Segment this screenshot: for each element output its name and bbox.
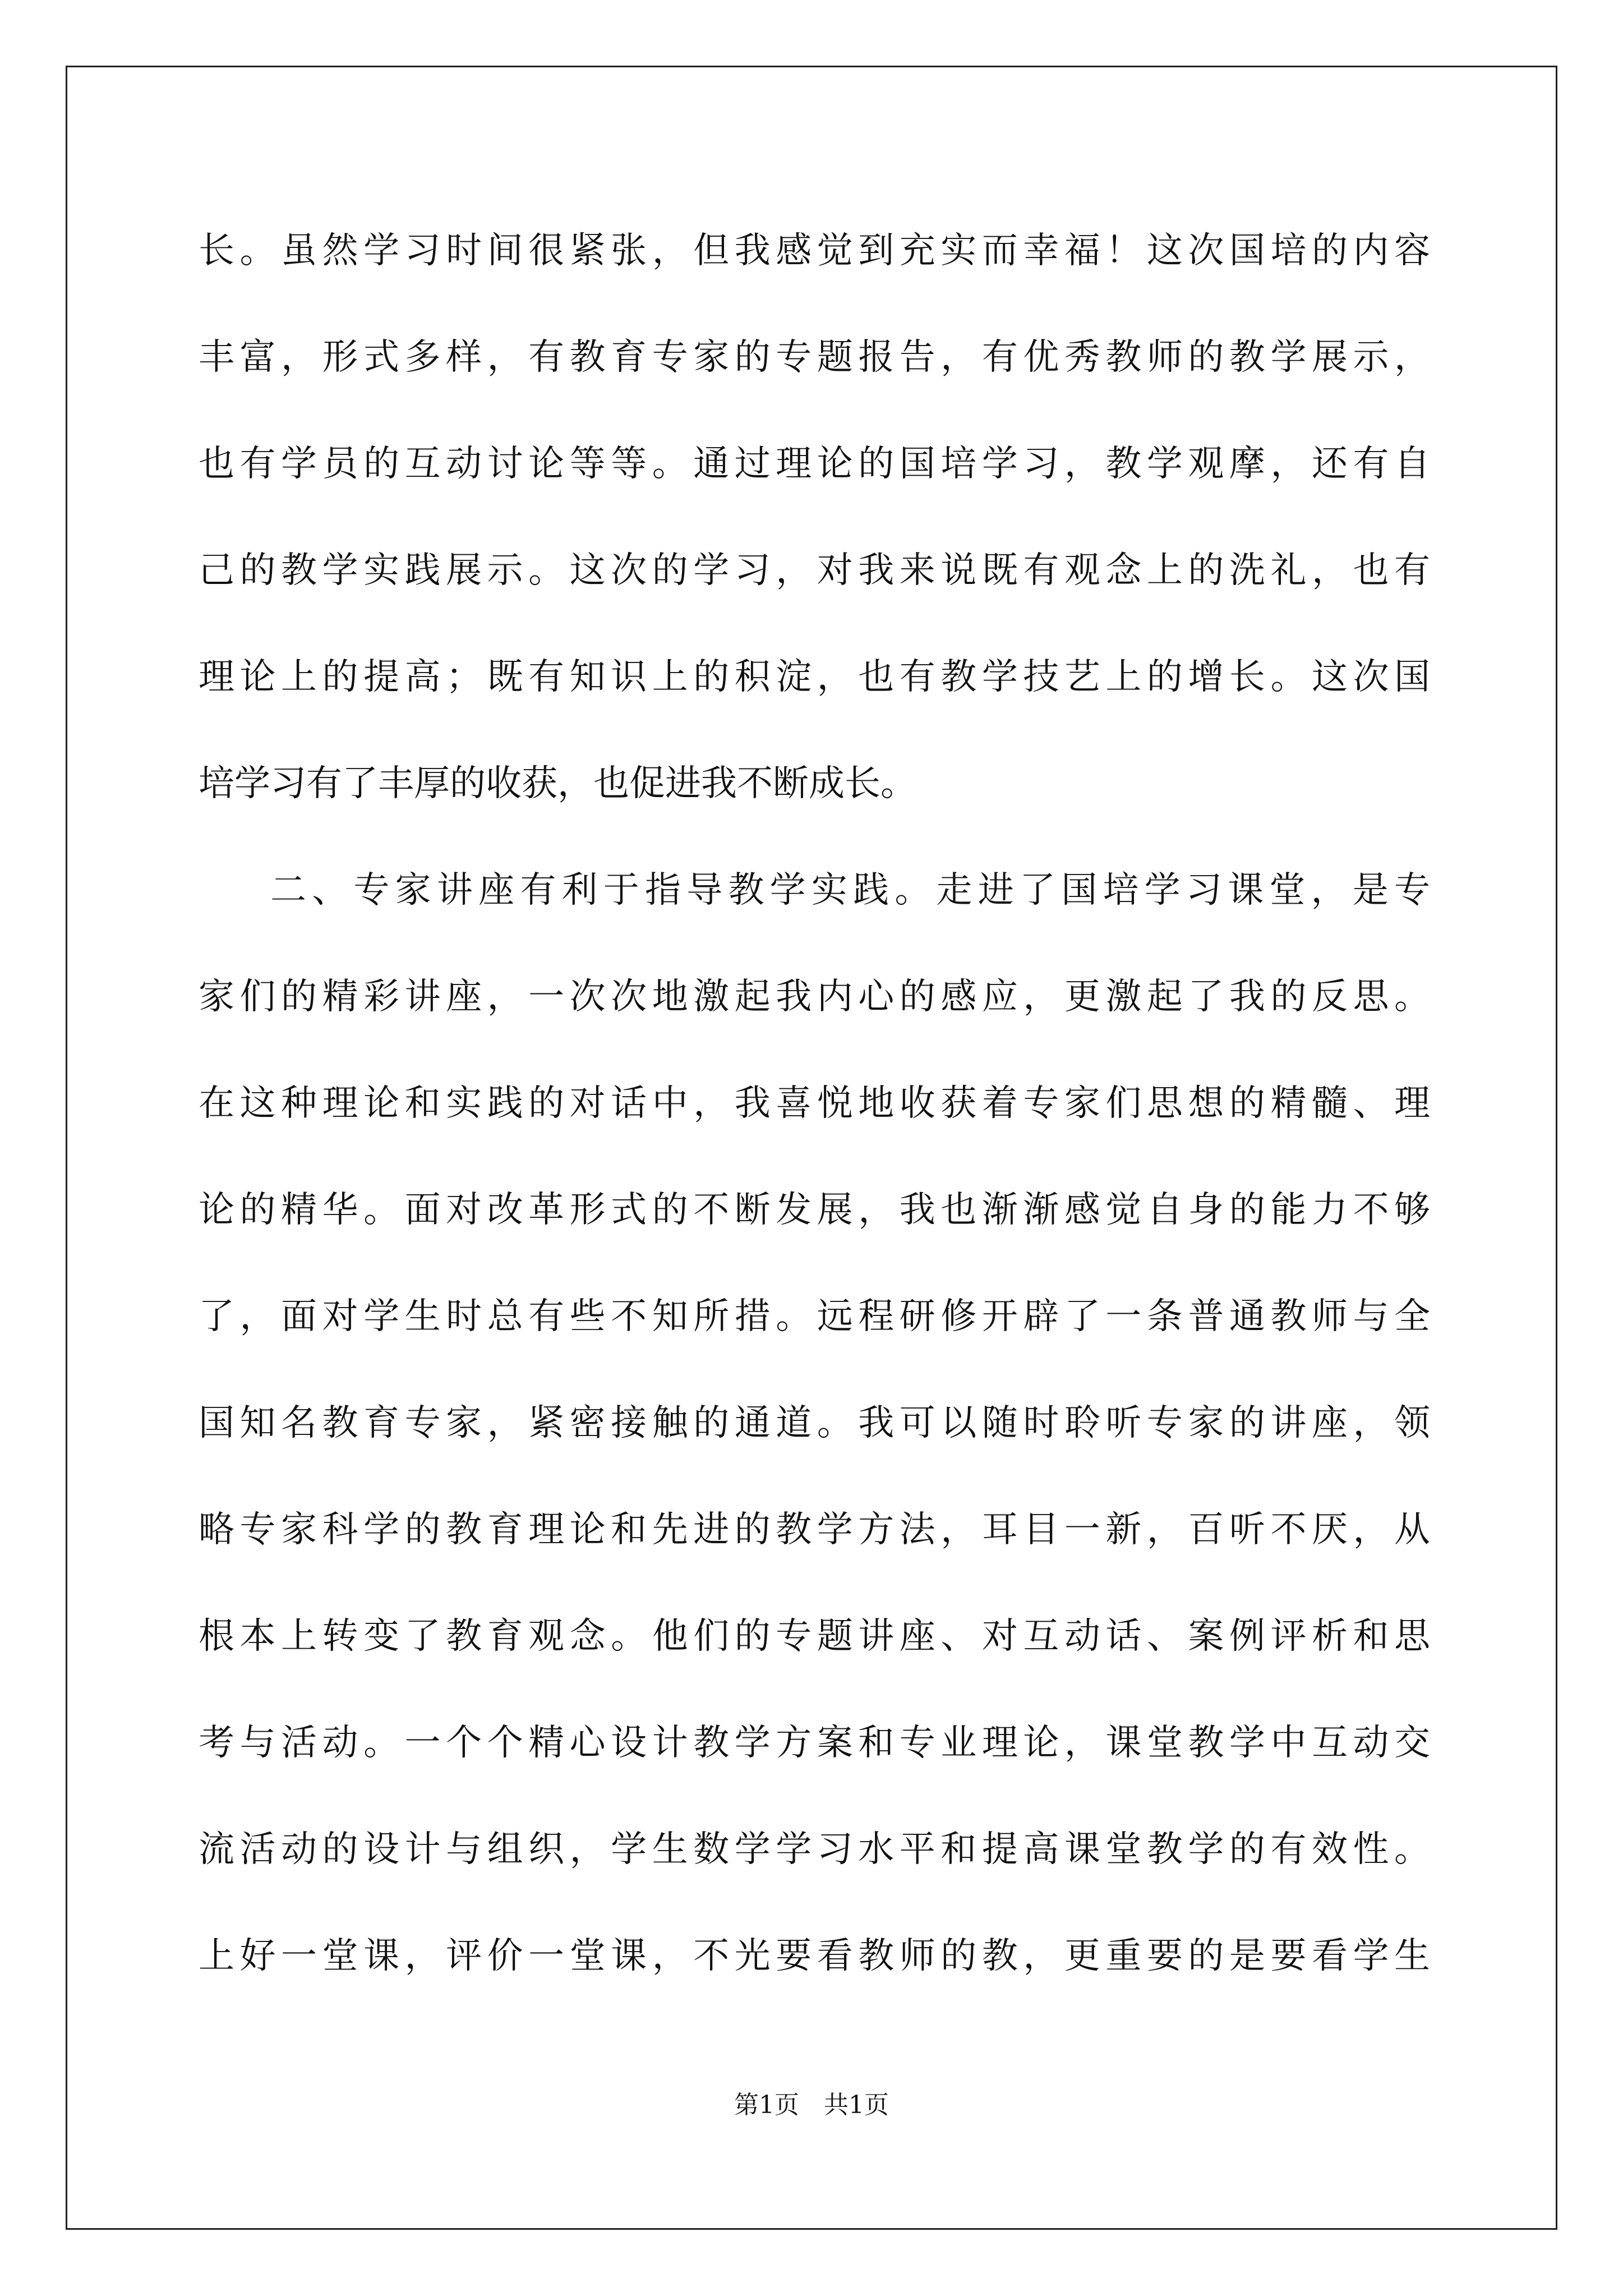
text-line: 培学习有了丰厚的收获，也促进我不断成长。	[199, 763, 916, 804]
text-line: 国知名教育专家，紧密接触的通道。我可以随时聆听专家的讲座，领	[199, 1402, 1430, 1444]
text-line: 也有学员的互动讨论等等。通过理论的国培学习，教学观摩，还有自	[199, 443, 1430, 485]
text-line: 论的精华。面对改革形式的不断发展，我也渐渐感觉自身的能力不够	[199, 1189, 1430, 1231]
text-line: 考与活动。一个个精心设计教学方案和专业理论，课堂教学中互动交	[199, 1722, 1430, 1764]
text-line: 了，面对学生时总有些不知所措。远程研修开辟了一条普通教师与全	[199, 1296, 1430, 1337]
paragraph	[199, 220, 1430, 859]
text-line: 长。虽然学习时间很紧张，但我感觉到充实而幸福！这次国培的内容	[199, 230, 1430, 272]
text-line: 理论上的提高；既有知识上的积淀，也有教学技艺上的增长。这次国	[199, 656, 1430, 698]
text-line: 上好一堂课，评价一堂课，不光要看教师的教，更重要的是要看学生	[199, 1935, 1430, 1977]
text-line: 在这种理论和实践的对话中，我喜悦地收获着专家们思想的精髓、理	[199, 1083, 1430, 1124]
document-body	[199, 220, 1430, 2032]
text-line: 二、专家讲座有利于指导教学实践。走进了国培学习课堂，是专	[270, 869, 1430, 911]
paragraph	[199, 859, 1430, 2032]
text-line: 略专家科学的教育理论和先进的教学方法，耳目一新，百听不厌，从	[199, 1509, 1430, 1550]
text-line: 家们的精彩讲座，一次次地激起我内心的感应，更激起了我的反思。	[199, 976, 1430, 1018]
text-line: 流活动的设计与组织，学生数学学习水平和提高课堂教学的有效性。	[199, 1829, 1430, 1870]
page-number-footer: 第1页 共1页	[734, 2091, 889, 2119]
text-line: 根本上转变了教育观念。他们的专题讲座、对互动话、案例评析和思	[199, 1616, 1430, 1657]
text-line: 丰富，形式多样，有教育专家的专题报告，有优秀教师的教学展示，	[199, 337, 1430, 378]
text-line: 己的教学实践展示。这次的学习，对我来说既有观念上的洗礼，也有	[199, 550, 1430, 591]
